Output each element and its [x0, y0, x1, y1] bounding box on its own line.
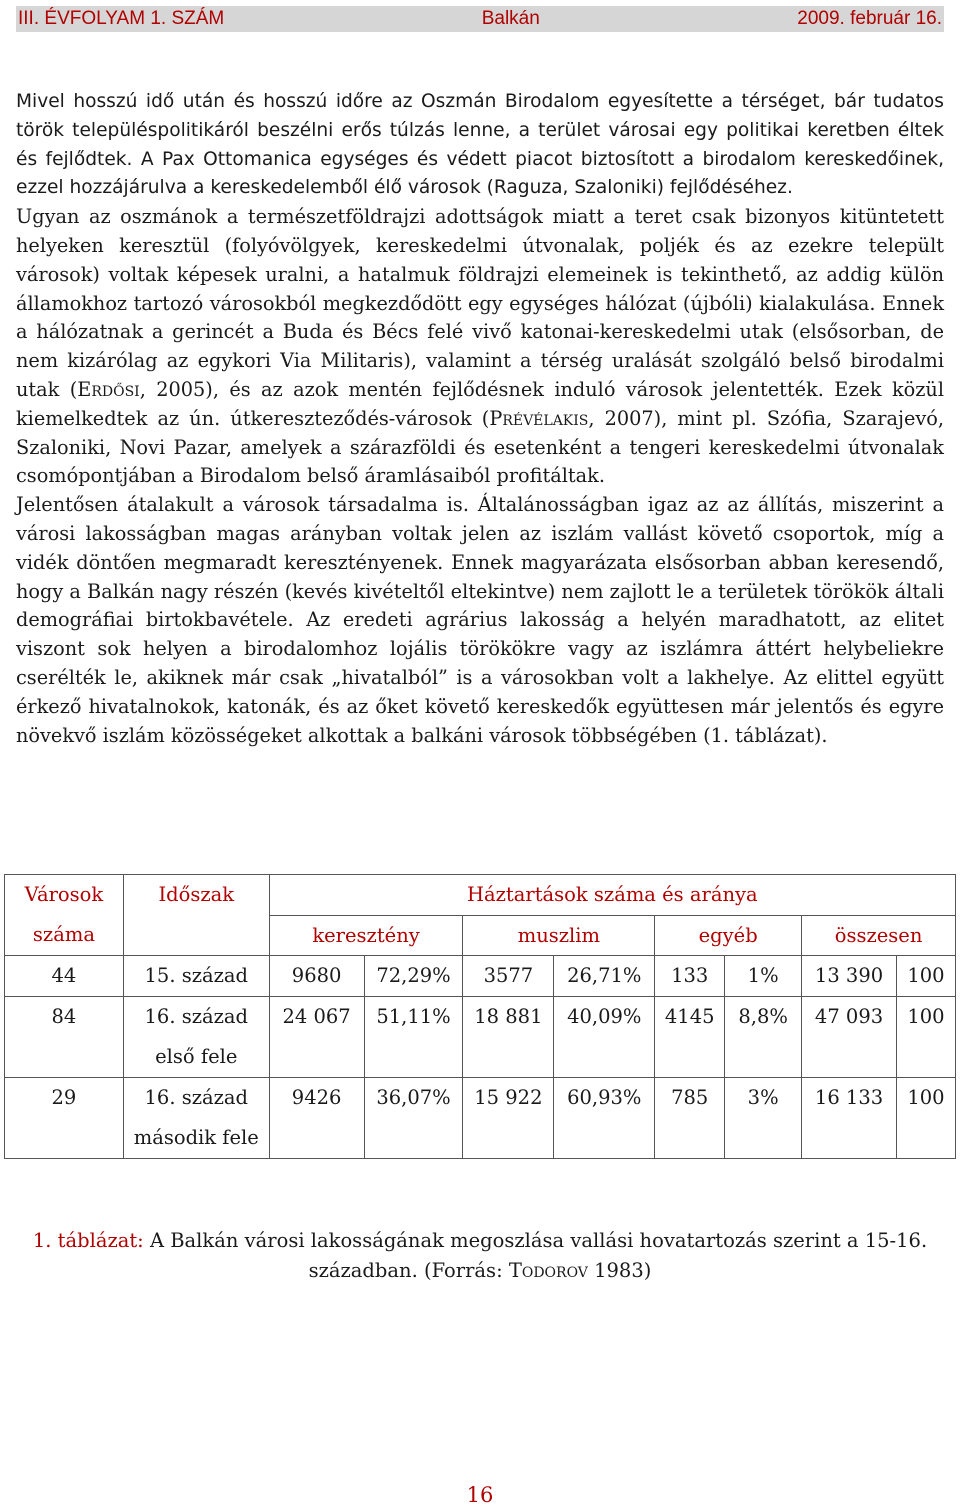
- cell-christian-count: 24 067: [269, 996, 364, 1077]
- header-section: Balkán: [481, 8, 540, 29]
- cell-cities: 44: [5, 956, 124, 997]
- paragraph-3: Jelentősen átalakult a városok társadalma is. Általánosságban igaz az az állítás, miszerint a városi lakosságban magas arányban voltak jelen az iszlám vallást követő csoportok, míg a vidék döntően megmaradt keresztényenek. Ennek magyarázata elsősorban abban keresendő, hogy a Balkán nagy részén (kevés kivételtől eltekintve) nem zajlott le a területek törökök általi demográfiai birtokbavétele. Az eredeti agrárius lakosság a helyén maradhatott, az elitet viszont sok helyen a birodalomhoz lojális törökökre vagy az iszlámra áttért helybeliekre cserélték le, akiknek már csak „hivatalból” is a városokban volt a lakhelye. Az elittel együtt érkező hivatalnokok, katonák, és az őket követő kereskedők együttesen már jelentős és egyre növekvő iszlám közösségeket alkottak a balkáni városok többségében (1. táblázat).: [16, 493, 944, 747]
- cell-period: 16. század első fele: [123, 996, 269, 1077]
- cell-christian-pct: 51,11%: [364, 996, 463, 1077]
- cell-other-pct: 3%: [725, 1077, 802, 1158]
- article-body: [16, 88, 944, 750]
- header-other: egyéb: [655, 915, 802, 956]
- cell-total-count: 13 390: [802, 956, 897, 997]
- cell-cities: 84: [5, 996, 124, 1077]
- cell-christian-pct: 36,07%: [364, 1077, 463, 1158]
- citation-erdosi: Erdősi: [77, 377, 140, 401]
- cell-period: 16. század második fele: [123, 1077, 269, 1158]
- page-header: [16, 6, 944, 32]
- header-volume: III. ÉVFOLYAM 1. SZÁM: [18, 8, 225, 29]
- header-christian: keresztény: [269, 915, 463, 956]
- cell-other-pct: 1%: [725, 956, 802, 997]
- table-row: [5, 996, 956, 1077]
- header-muslim: muszlim: [463, 915, 655, 956]
- cell-muslim-pct: 26,71%: [554, 956, 655, 997]
- cell-total-pct: 100: [896, 956, 955, 997]
- cell-christian-pct: 72,29%: [364, 956, 463, 997]
- data-table: [4, 874, 956, 1159]
- cell-muslim-pct: 60,93%: [554, 1077, 655, 1158]
- page-number: 16: [466, 1483, 494, 1507]
- cell-other-count: 4145: [655, 996, 725, 1077]
- cell-christian-count: 9680: [269, 956, 364, 997]
- caption-text: A Balkán városi lakosságának megoszlása vallási hovatartozás szerint a 15-16. században. (Forrás: Todorov 1983): [143, 1229, 928, 1282]
- table-row: [5, 1077, 956, 1158]
- cell-total-pct: 100: [896, 1077, 955, 1158]
- table-caption: [16, 1226, 944, 1286]
- caption-label: 1. táblázat:: [32, 1229, 144, 1252]
- table-header-row: [5, 875, 956, 916]
- header-cities: Városok száma: [5, 875, 124, 956]
- cell-cities: 29: [5, 1077, 124, 1158]
- table-row: [5, 956, 956, 997]
- header-date: 2009. február 16.: [797, 8, 942, 29]
- header-total: összesen: [802, 915, 956, 956]
- cell-muslim-count: 3577: [463, 956, 554, 997]
- cell-total-count: 47 093: [802, 996, 897, 1077]
- header-period: Időszak: [123, 875, 269, 956]
- cell-muslim-pct: 40,09%: [554, 996, 655, 1077]
- cell-christian-count: 9426: [269, 1077, 364, 1158]
- cell-muslim-count: 18 881: [463, 996, 554, 1077]
- cell-other-pct: 8,8%: [725, 996, 802, 1077]
- paragraph-2: Ugyan az oszmánok a természetföldrajzi adottságok miatt a teret csak bizonyos kitüntetett helyeken keresztül (folyóvölgyek, kereskedelmi útvonalak, poljék és az ezekre települt városok) voltak képesek uralni, a hatalmuk földrajzi elemeinek is tekinthető, az addig külön államokhoz tartozó városokból megkezdődött egy egységes hálózat (újbóli) kialakulása. Ennek a hálózatnak a gerincét a Buda és Bécs felé vivő katonai-kereskedelmi utak (elsősorban, de nem kizárólag az egykori Via Militaris), valamint a térség uralását szolgáló belső birodalmi utak (Erdősi, 2005), és az azok mentén fejlődésnek induló városok jelentették. Ezek közül kiemelkedtek az ún. útkereszteződés-városok (Prévélakis, 2007), mint pl. Szófia, Szarajevó, Szaloniki, Novi Pazar, amelyek a szárazföldi és esetenként a tengeri kereskedelmi útvonalak csomópontjában a Birodalom belső áramlásaiból profitáltak.: [16, 205, 945, 488]
- cell-other-count: 785: [655, 1077, 725, 1158]
- cell-other-count: 133: [655, 956, 725, 997]
- cell-period: 15. század: [123, 956, 269, 997]
- citation-prevelakis: Prévélakis: [489, 406, 589, 430]
- cell-total-pct: 100: [896, 996, 955, 1077]
- cell-total-count: 16 133: [802, 1077, 897, 1158]
- header-households: Háztartások száma és aránya: [269, 875, 955, 916]
- cell-muslim-count: 15 922: [463, 1077, 554, 1158]
- paragraph-1: Mivel hosszú idő után és hosszú időre az Oszmán Birodalom egyesítette a térséget, bár tudatos török településpolitikáról beszélni erős túlzás lenne, a terület városai egy politikai keretben éltek és fejlődtek. A Pax Ottomanica egységes és védett piacot biztosított a birodalom kereskedőinek, ezzel hozzájárulva a kereskedelemből élő városok (Raguza, Szaloniki) fejlődéséhez.: [16, 91, 944, 199]
